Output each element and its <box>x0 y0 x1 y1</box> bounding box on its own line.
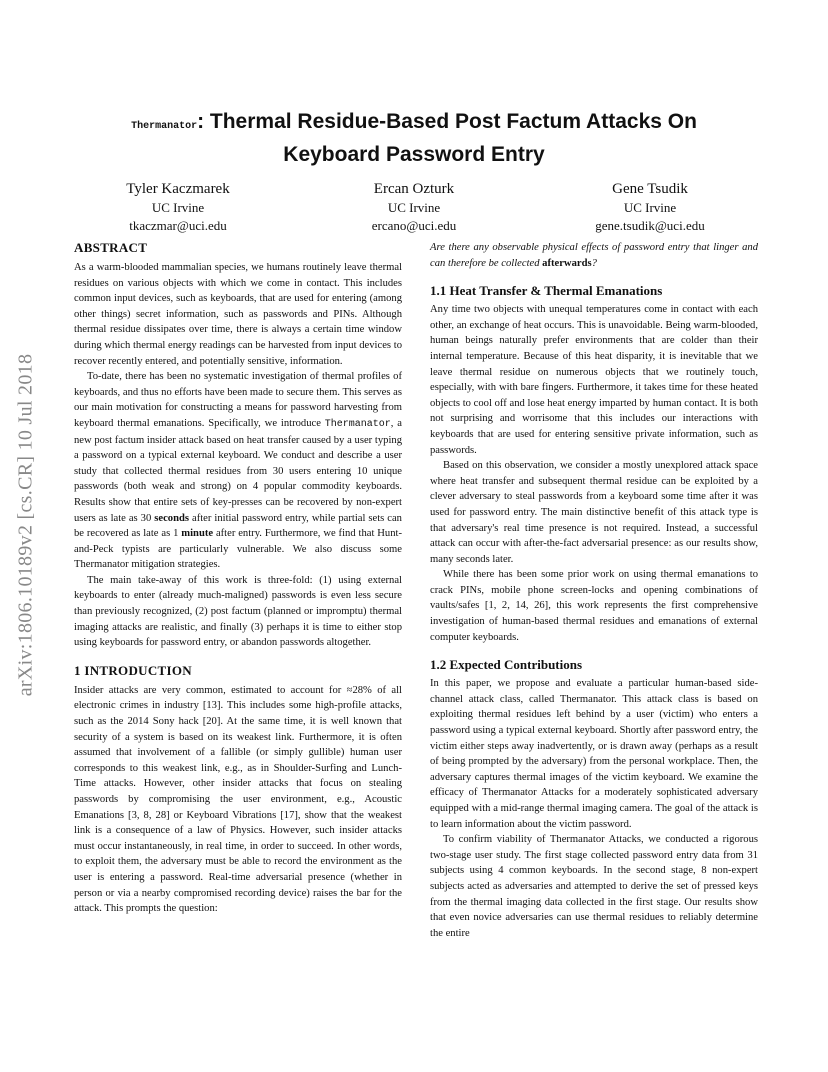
abstract-paragraph: As a warm-blooded mammalian species, we humans routinely leave thermal residues on various objects with which we come in contact. This includes common input devices, such as keyboards, that are used for entering (among other things) secret information, such as passwords and PINs. Although thermal residue dissipates over time, there is always a certain time window during which thermal energy readings can be harvested from input devices to recover recently entered, and potentially sensitive, information. <box>74 262 402 367</box>
section-1-2-heading: 1.2 Expected Contributions <box>430 657 583 673</box>
abstract-paragraph: To-date, there has been no systematic investigation of thermal profiles of keyboards, and thus no efforts have been made to secure them. This serves as our main motivation for constructing a means for password harvesting from keyboard thermal emanations. Specifically, we introduce Thermanator, a new post factum insider attack based on heat transfer caused by a user typing a password on a typical external keyboard. We conduct and describe a user study that collected thermal residues from 30 users entering 10 unique passwords (both weak and strong) on 4 popular commodity keyboards. Results show that entire sets of key-presses can be recovered by non-expert users as late as 30 seconds after initial password entry, while partial sets can be recovered as late as 1 minute after entry. Furthermore, we find that Hunt-and-Peck typists are particularly vulnerable. We also discuss some Thermanator mitigation strategies. <box>74 371 402 571</box>
author-name: Gene Tsudik <box>612 181 688 197</box>
title-line-2: Keyboard Password Entry <box>283 143 545 166</box>
author-email: ercano@uci.edu <box>371 218 457 233</box>
author-name: Ercan Ozturk <box>373 181 455 197</box>
section-paragraph: In this paper, we propose and evaluate a particular human-based side-channel attack class, called Thermanator. This attack class is based on exploiting thermal residues left behind by a user (victim) who enters a password using a typical external keyboard. Shortly after password entry, the victim either steps away inadvertently, or is drawn away (perhaps as a result of being prompted by the adversary) from the personal workplace. Then, the adversary captures thermal images of the victim keyboard. We examine the efficacy of Thermanator Attacks for a moderately sophisticated adversary equipped with a mid-range thermal imaging camera. The goal of the attack is to learn information about the victim password. <box>430 678 758 830</box>
section-paragraph: Based on this observation, we consider a mostly unexplored attack space where heat transfer and subsequent thermal residue can be exploited by a clever adversary to steal passwords from a keyboard some time after it was used for password entry. The main distinctive benefit of this attack type is that adversary's real time presence is not required. Instead, a successful attack can occur with after-the-fact adversarial presence: as our results show, many seconds later. <box>430 460 758 565</box>
abstract-paragraph: The main take-away of this work is three-fold: (1) using external keyboards to enter (already much-maligned) passwords is even less secure than previously recognized, (2) post factum (planned or impromptu) thermal imaging attacks are realistic, and finally (3) perhaps it is time to either stop using keyboards for password entry, or abandon passwords altogether. <box>74 574 402 649</box>
author-email: gene.tsudik@uci.edu <box>595 218 705 233</box>
author-affiliation: UC Irvine <box>623 200 677 215</box>
research-question: Are there any observable physical effects of password entry that linger and can therefore be collected afterwards? <box>430 242 758 269</box>
author-email: tkaczmar@uci.edu <box>129 218 227 233</box>
section-paragraph: Any time two objects with unequal temperatures come in contact with each other, an exchange of heat occurs. This is unavoidable. Being warm-blooded, human beings naturally prefer environments that are colder than their internal temperature. Because of this heat disparity, it is inevitable that we leave thermal residue on numerous objects that we routinely touch, especially, with with bare fingers. Furthermore, it takes time for these heated objects to cool off and lose heat energy imparted by human contact. It is both not surprising and worrisome that this includes our interactions with keyboards that are used for entering sensitive private information, such as passwords. <box>430 304 758 456</box>
author <box>314 180 514 235</box>
author-list <box>60 180 768 235</box>
paper-title <box>60 108 768 169</box>
section-paragraph: To confirm viability of Thermanator Attacks, we conducted a rigorous two-stage user study. The first stage collected password entry data from 31 subjects using 4 common keyboards. In the second stage, 8 non-expert subjects acted as adversaries and attempted to derive the set of pressed keys from the thermal imaging data collected in the first stage. Our results show that even novice adversaries can use thermal residues to reliably determine the entire <box>430 834 758 939</box>
arxiv-sidebar <box>8 290 44 760</box>
author <box>78 180 278 235</box>
author-name: Tyler Kaczmarek <box>126 181 230 197</box>
left-column <box>74 240 402 917</box>
arxiv-identifier: arXiv:1806.10189v2 [cs.CR] 10 Jul 2018 <box>14 353 37 697</box>
section-1-1-heading: 1.1 Heat Transfer & Thermal Emanations <box>430 283 663 299</box>
abstract-heading: ABSTRACT <box>74 240 148 255</box>
author-affiliation: UC Irvine <box>151 200 205 215</box>
introduction-heading: 1 INTRODUCTION <box>74 662 192 678</box>
right-column <box>430 240 758 941</box>
author <box>550 180 750 235</box>
introduction-paragraph: Insider attacks are very common, estimated to account for ≈28% of all electronic crimes in industry [13]. This includes some high-profile attacks, such as the 2014 Sony hack [20]. At the same time, it is well known that security of a system is based on its weakest link. Furthermore, it is often assumed that involvement of a fallible (or simply gullible) human user corresponds to this weakest link, e.g., as in Shoulder-Surfing and Lunch-Time attacks. However, other insider attacks that focus on stealing passwords by compromising the user environment, e.g., Acoustic Emanations [3, 8, 28] or Keyboard Vibrations [17], show that the weakest link is a consequence of a law of Physics. However, such insider attacks must occur instantaneously, in real time, in order to succeed. In other words, to exploit them, the adversary must be able to record the environment as the user is entering a password. Real-time adversarial presence (whether in person or via a nearby compromised recording device) raises the bar for the attack. This prompts the question: <box>74 684 402 915</box>
title-tool-name: Thermanator <box>131 121 198 132</box>
author-affiliation: UC Irvine <box>387 200 441 215</box>
section-paragraph: While there has been some prior work on using thermal emanations to crack PINs, mobile phone screen-locks and opening combinations of vaults/safes [1, 2, 14, 26], this work represents the first comprehensive investigation of human-based thermal residues and emanations of external computer keyboards. <box>430 569 758 643</box>
title-line-1: : Thermal Residue-Based Post Factum Attacks On <box>197 110 697 133</box>
